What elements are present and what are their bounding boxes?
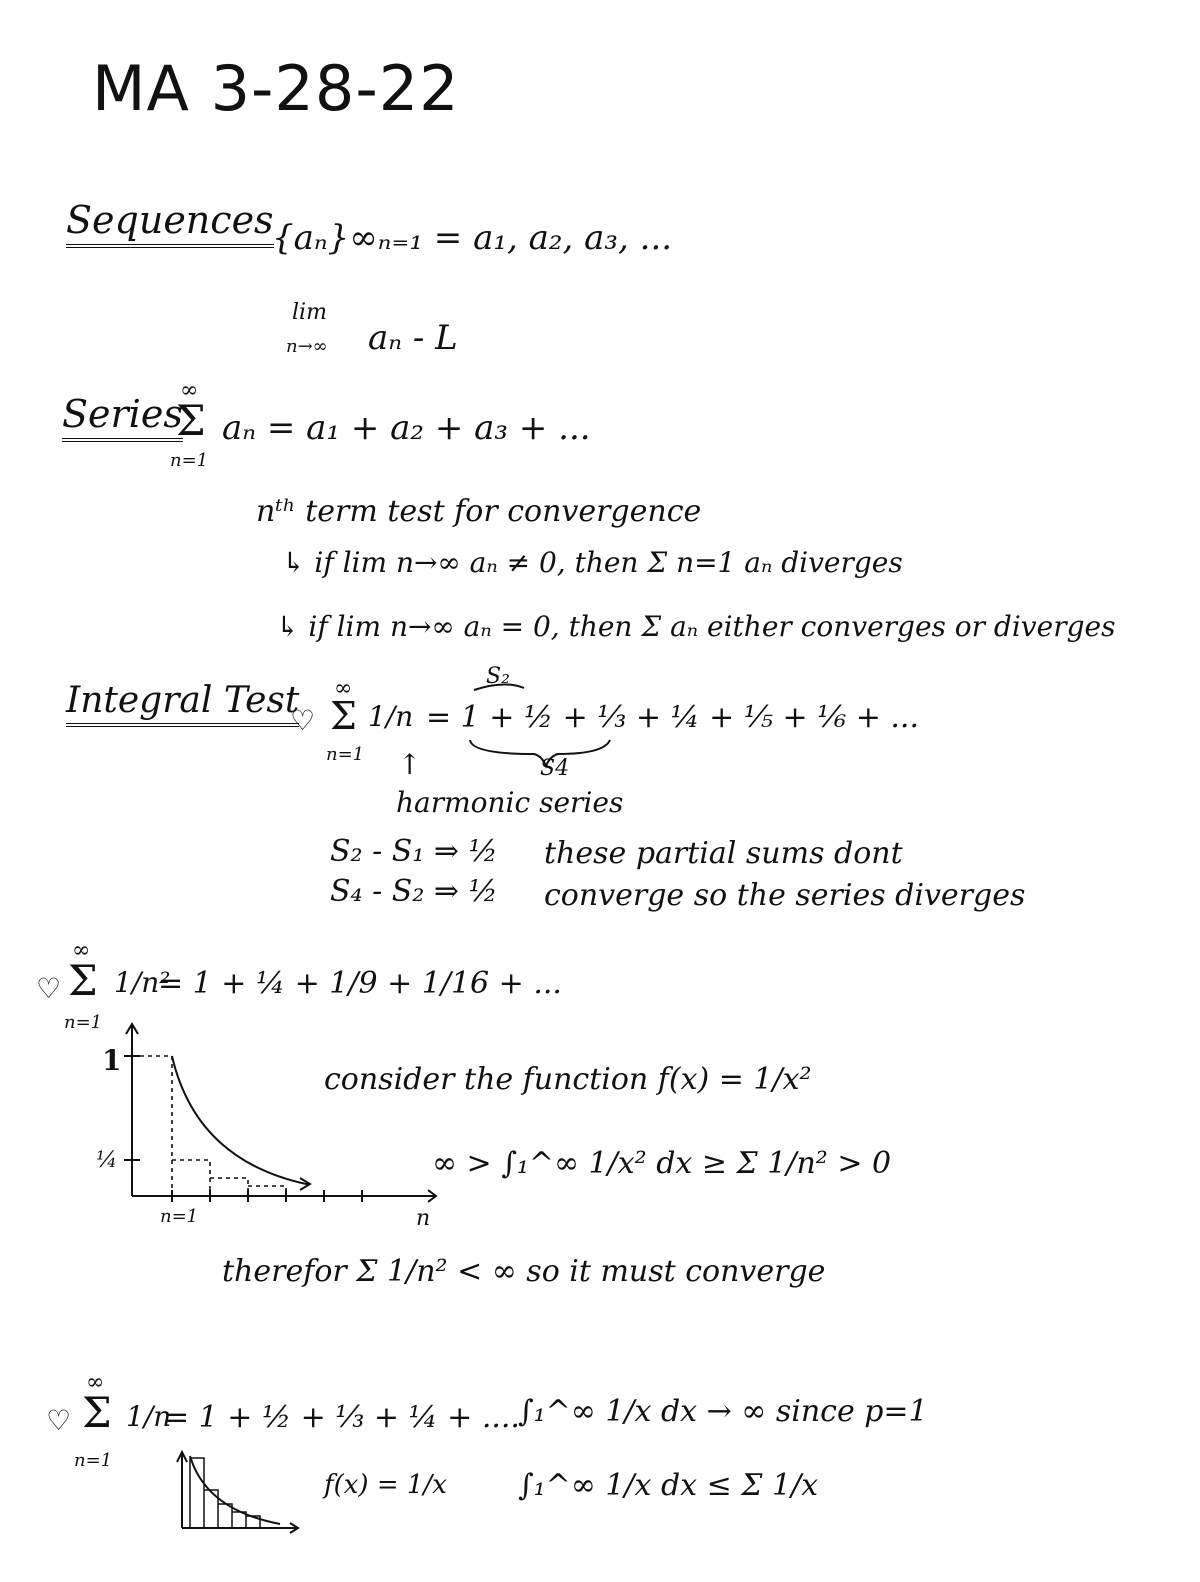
x-axis-label: n: [416, 1206, 431, 1231]
harmonic2-rhs: = 1 + ½ + ⅓ + ¼ + ....: [164, 1400, 520, 1435]
heart-icon: ♡: [290, 704, 316, 737]
harmonic-series-note: harmonic series: [396, 786, 624, 819]
brace-marks: [464, 676, 624, 766]
partial-sums-note-2: converge so the series diverges: [544, 878, 1026, 913]
nth-term-rule-2: ↳ if lim n→∞ aₙ = 0, then Σ aₙ either converges or diverges: [276, 610, 1116, 643]
sum-top-4: ∞: [86, 1370, 105, 1395]
convergence-conclusion: therefor Σ 1/n² < ∞ so it must converge: [222, 1254, 826, 1289]
sum-top-3: ∞: [72, 938, 91, 963]
s4-label: S4: [540, 756, 570, 781]
p-series-lhs: 1/n²: [114, 966, 171, 999]
partial-sum-diff-1: S₂ - S₁ ⇒ ½: [330, 834, 498, 869]
integral-inequality: ∞ > ∫₁^∞ 1/x² dx ≥ Σ 1/n² > 0: [432, 1146, 892, 1181]
sum-top: ∞: [180, 378, 199, 403]
one-over-x-graph: [170, 1450, 310, 1536]
consider-function: consider the function f(x) = 1/x²: [324, 1062, 812, 1097]
rectangles: [132, 1056, 286, 1196]
limit-expression: aₙ - L: [368, 318, 458, 358]
integral-diverges: ∫₁^∞ 1/x dx → ∞ since p=1: [518, 1394, 928, 1429]
nth-term-test-title: nᵗʰ term test for convergence: [256, 494, 702, 529]
limit-lim: lim: [292, 300, 327, 325]
harmonic-rhs: = 1 + ½ + ⅓ + ¼ + ⅕ + ⅙ + ...: [426, 700, 920, 735]
sigma-symbol-3: Σ: [68, 956, 98, 1005]
sum-top-2: ∞: [334, 676, 353, 701]
series-heading: Series: [62, 392, 183, 442]
p-series-rhs: = 1 + ¼ + 1/9 + 1/16 + ...: [158, 966, 562, 1001]
sigma-symbol: Σ: [176, 396, 206, 445]
harmonic2-lhs: 1/n: [126, 1400, 172, 1433]
limit-subscript: n→∞: [286, 336, 328, 357]
partial-sum-diff-2: S₄ - S₂ ⇒ ½: [330, 874, 498, 909]
x-tick-n1: n=1: [160, 1206, 199, 1227]
sum-bottom-2: n=1: [326, 744, 365, 765]
series-definition: aₙ = a₁ + a₂ + a₃ + ...: [222, 408, 591, 448]
heart-icon: ♡: [36, 972, 62, 1005]
sum-bottom-4: n=1: [74, 1450, 113, 1471]
integral-test-heading: Integral Test: [66, 680, 299, 727]
sigma-symbol-4: Σ: [82, 1388, 112, 1437]
sum-bottom-3: n=1: [64, 1012, 103, 1033]
sequence-definition: {aₙ}∞ₙ₌₁ = a₁, a₂, a₃, ...: [272, 218, 673, 258]
partial-sums-note-1: these partial sums dont: [544, 836, 903, 871]
harmonic-lhs: 1/n: [368, 700, 414, 733]
heart-icon: ♡: [46, 1404, 72, 1437]
nth-term-rule-1: ↳ if lim n→∞ aₙ ≠ 0, then Σ n=1 aₙ diverges: [282, 546, 903, 579]
y-tick-1: 1: [102, 1044, 122, 1077]
s2-label: S₂: [486, 664, 510, 689]
page-title: MA 3-28-22: [92, 52, 460, 125]
up-arrow-icon: ↑: [398, 748, 422, 781]
sum-bottom: n=1: [170, 450, 209, 471]
y-tick-quarter: ¼: [96, 1148, 118, 1173]
sequences-heading: Sequences: [66, 198, 274, 248]
sigma-symbol-2: Σ: [330, 694, 357, 738]
one-over-x-squared-graph: [96, 1020, 456, 1230]
curve: [172, 1056, 306, 1184]
f-of-x-label: f(x) = 1/x: [324, 1470, 447, 1500]
integral-comparison: ∫₁^∞ 1/x dx ≤ Σ 1/x: [518, 1468, 819, 1503]
